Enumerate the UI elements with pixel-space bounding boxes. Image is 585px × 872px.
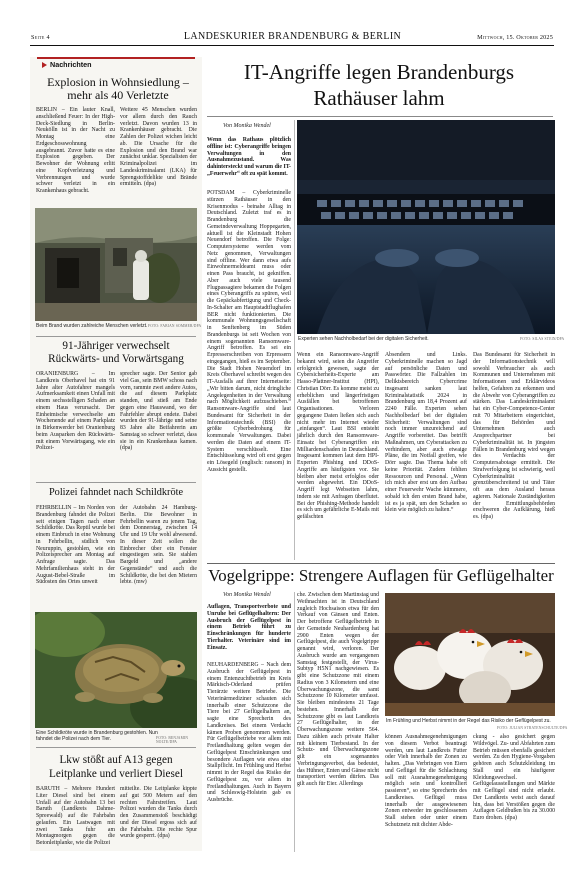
bird-body-col2: che. Zwischen dem Martinstag und Weihnachten ist in Deutschland zugleich Hochsaison etwa für den Verkauf von Gänsen und Enten. Der betroffene Geflügelbetrieb in der Gemeinde Neuhardenberg hat 2900 Enten wegen der Geflügelpest, die auch Vogelgrippe genannt wird, verloren. Der Ausbruch wurde am vergangenen Samstag festgestellt, der Virus-Subtyp H5N1 nachgewiesen. Es gibt eine Schutzzone mit einem Radius von 3 Kilometern und eine Überwachungszone, die samt Schutzzone 10 Kilometer umfasst. Sie bleiben mindestens 21 Tage bestehen. Innerhalb der Schutzzone gibt es laut Landkreis 27 Geflügelhalter, in der Überwachungszone weitere 564. Dazu zählen auch private Halter mit kleinem Tierbestand. In der Schutz- und Überwachungszone gilt ein sogenanntes Verbringungsverbot, das bedeutet, das Hühner, Enten und Gänse nicht transportiert werden dürfen. Das gilt auch für Eier. Allerdings <box>297 592 379 787</box>
column-rule <box>294 120 295 560</box>
it-body-col3: Absendern und Links. Cyberkriminelle machen so Jagd auf persönliche Daten und Passwörter. Die Fallzahlen im Deliktsbereich Cybercrime insgesamt sanken laut Kriminalstatistik 2024 in Brandenburg um 18,4 Prozent auf 2240 Fälle. Experten sehen Nachholbedarf bei der digitalen Sicherheit: Verwaltungen sind noch immer unzureichend auf Angriffe vorbereitet. Das betrifft Maßnahmen, um Cyberattacken zu verhindern, aber auch etwaige Pläne, die im Notfall greifen, wie Dörr sagte. Das Thema habe oft keine Priorität. Zudem fehlten Ressourcen und Personal. „Wenn ich mich aber erst um den Aufbau einer Feuerwehr Wache kümmere, sobald ich den ersten Brand habe, ist es ja spät, um den Schaden so klein wie möglich zu halten.“ <box>385 352 467 514</box>
news-box-label: Nachrichten <box>50 60 92 69</box>
news-box-divider-3 <box>36 747 196 748</box>
it-body-col1: POTSDAM – Cyberkriminelle stürzen Rathäuser in den Krisenmodus - beinahe Alltag in Deutschland. Zuletzt traf es in Brandenburg die Gemeindeverwaltung Hoppegarten, aktuell ist die Kleinstadt Hohen Neuendorf betroffen. Die Folge: Computersysteme werden vom Netz genommen, Verwaltungen sind offline. Wer dann etwa aufs Einwohnermeldeamt muss oder einen Pass braucht, ist gekniffen. Aber auch viele tausend Flugpassagiere bekamen die Folgen eines Cyberangriffs zu spüren, weil die Gepäckabfertigung und Check-In-Schalter am Hauptstadtflughafen BER nicht funktionierten. Die kommunale Wohnungsgesellschaft in Senftenberg im Süden Brandenburgs ist seit Wochen von einem sogenannten Ransomware-Angriff betroffen. Es sei ein Erpresserschreiben von Erpressern eingegangen, hieß es im September. Die Stadt Hohen Neuendorf im Kreis Oberhavel schreibt wegen des IT-Ausfalls auf ihrer Internetseite: „Wir bitten darum, nicht dringliche Angelegenheiten in der Verwaltung nach Möglichkeit aufzuschieben.“ Ransomware-Angriffe sind laut Bundesamt für Sicherheit in der Informationstechnik (BSI) die größte Cyberbedrohung für kommunale Verwaltungen. Dabei werden die Daten auf einem IT-System verschlüsselt. Eine Entschlüsselung wird oft erst gegen ein Lösegeld (englisch: ransom) in Aussicht gestellt. <box>207 190 291 473</box>
porsche-headline: 91-Jähriger verwechselt Rückwärts- und Vorwärtsgang <box>48 340 184 365</box>
news-box <box>30 57 202 851</box>
column-rule <box>294 592 295 852</box>
news-box-divider-1 <box>36 336 196 337</box>
turtle-photo <box>35 612 197 728</box>
explosion-photo-caption: Beim Brand wurden zahlreiche Menschen verletzt. <box>36 323 148 329</box>
explosion-headline: Explosion in Wohnsiedlung – mehr als 40 Verletzte <box>47 75 189 102</box>
bird-lead: Auflagen, Transportverbote und Unruhe bei Geflügelhaltern: Der Ausbruch der Geflügelpest in einem Betrieb führt zu Einschränkungen für hunderte Tierhalter. Veterinäre sind im Einsatz. <box>207 604 291 651</box>
porsche-body-col2: sprecher sagte. Der Senior gab viel Gas, sein BMW schoss nach vorn, rammte zwei andere Autos, die auf diesem Parkplatz standen, und stieß am Ende gegen eine Hauswand, wo der Fahrfehler abrupt endete. Dabei wurden der 91-Jährige und seine 83 Jahre alte Beifahrerin am Samstag so schwer verletzt, dass sie in ein Krankenhaus kamen. (dpa) <box>120 371 197 452</box>
turtle-headline: Polizei fahndet nach Schildkröte <box>48 487 184 498</box>
it-body-col2: Wenn ein Ransomware-Angriff bekannt wird, seien die Angreifer erfolgreich gewesen, sagte der Cybersicherheits-Experte am Hasso-Plattner-Institut (HPI), Christian Dörr. Es komme meist zu erheblichen und längerfristigen Ausfällen bei betroffenen Organisationen. Verloren gegangene Daten ließen sich auch nicht mehr im Internet wieder „einfangen“. Laut BSI entsteht jährlich durch den Ransomware-Einsatz bei Cyberangriffen ein Milliardenschaden in Deutschland. Insgesamt kommen laut dem HPI-Experten Phishing und DDoS-Angriffe am häufigsten vor. Sie bleiben aber meist erfolglos oder werden abgewehrt. Ein DDoS-Angriff legt Webseiten lahm, indem sie mit Anfragen überflutet. Bei der Phishing-Methode handelt es sich um gefährliche E-Mails mit gefälschten <box>297 352 379 520</box>
poultry-photo <box>385 593 555 716</box>
it-byline: Von Monika Wendel <box>223 123 271 129</box>
bird-body-col4: ckung - also gesichert gegen Wildvögel. Zu- und Abfahrten zum Betrieb müssen ebenfalls gesichert werden. Zu den Hygiene-Vorgaben gehören auch Schutzkleidung im Stall und ein häufigerer Kleidungswechsel. Geflügelausstellungen und Märkte mit Geflügel sind nicht erlaubt. Der Landkreis weist auch darauf hin, dass bei Verstößen gegen die Auflagen Geldbußen bis zu 30.000 Euro drohen. (dpa) <box>473 734 555 821</box>
play-triangle-icon <box>42 62 47 68</box>
bird-photo-caption: Im Frühling und Herbst nimmt in der Regel das Risiko der Geflügelpest zu. <box>386 718 551 724</box>
turtle-body-col2: der Autobahn 24 Hamburg-Berlin. Die Bewohner in Fehrbellin waren zu jenem Tag, dem Donnerstag, zwischen 14 Uhr und 19 Uhr wohl abwesend. In dieser Zeit sollen die Einbrecher über ein Fenster eingestiegen sein. Sie stahlen Bargeld und „andere Gegenstände“ und auch die Schildkröte, die bei den Mietern lebte. (mw) <box>120 505 197 586</box>
newspaper-title: LANDESKURIER BRANDENBURG & BERLIN <box>183 31 402 42</box>
masthead-rule <box>30 45 554 46</box>
bird-byline: Von Monika Wendel <box>223 592 271 598</box>
explosion-body-col1: BERLIN – Ein lauter Knall, anschließend Feuer: In der High-Deck-Siedlung in Berlin-Neukölln ist in der Nacht zu Montag eine Erdgeschosswohnung ausgebrannt. Zuvor hatte es eine Explosion gegeben. Der Bewohner der Wohnung erlitt eine Kopfverletzung und Verbrennungen und wurde schwer verletzt in ein Krankenhaus gebracht. <box>36 107 115 194</box>
section-divider <box>207 563 555 564</box>
explosion-photo-credit: FOTO: FABIAN SOMMER/DPA <box>148 324 202 328</box>
diesel-body-col1: BARUTH – Mehrere Hundert Liter Diesel sind bei einem Unfall auf der Autobahn 13 bei Baruth (Landkreis Dahme-Spreewald) auf die Fahrbahn gelaufen. Ein Lastwagen mit zwei Tanks fuhr am Montagmorgen gegen die Betonleitplanke, wie die Polizei <box>36 786 115 846</box>
laptop-hacker-photo <box>297 120 555 334</box>
page-number: Seite 4 <box>31 34 50 41</box>
it-photo-credit: FOTO: SILAS STEIN/DPA <box>520 337 565 341</box>
it-headline-rule <box>207 116 553 117</box>
turtle-photo-credit: FOTO: BENJAMIN NOLTE/DPA <box>156 736 189 744</box>
bird-headline: Vogelgrippe: Strengere Auflagen für Geflügelhalter <box>208 566 554 585</box>
it-lead: Wenn das Rathaus plötzlich offline ist: Cyberangriffe bringen Verwaltungen in den Ausnahmezustand. Was dahintersteckt und warum die IT-„Feuerwehr“ oft zu spät kommt. <box>207 137 291 177</box>
turtle-body-col1: FEHRBELLIN – Im Norden von Brandenburg fahndet die Polizei seit einigen Tagen nach einer Schildkröte. Das Reptil wurde bei einem Einbruch in eine Wohnung in Fehrbellin, südlich von Neuruppin, gestohlen, wie ein Polizeisprecher am Montag auf Anfrage sagte. Das Mehrfamilienhaus steht in der August-Bebel-Straße im Südosten des Ortes unweit <box>36 505 115 586</box>
porsche-body-col1: ORANIENBURG – Im Landkreis Oberhavel hat ein 91 Jahre alter Autofahrer mangels Aufmerksamkeit einen Unfall mit einem sechsstelligen Schaden an einem Haus verursacht. Der Einheimische verwechselte am Wochenende auf einem Parkplatz in Birkenwerder bei Oranienburg beim Ausparken den Rückwärts- mit einem Vorwärtsgang, wie ein Polizei- <box>36 371 115 452</box>
it-headline: IT-Angriffe legen Brandenburgs Rathäuser lahm <box>243 60 515 110</box>
news-box-header <box>42 60 92 69</box>
turtle-photo-caption: Eine Schildkröte wurde in Brandenburg gestohlen. Nun fahndet die Polizei nach dem Tier. <box>36 730 158 742</box>
news-box-divider-2 <box>36 482 196 483</box>
issue-date: Mittwoch, 15. Oktober 2025 <box>477 34 553 41</box>
explosion-body-col2: Weitere 45 Menschen wurden vor allem durch den Rauch verletzt. Davon wurden 13 in Krankenhäuser gebracht. Die Zahlen der Polizei wichen leicht ab. Die Ursache für die Explosion und den Brand war zunächst unklar. Spezialisten der Kriminalpolizei im Landeskriminalamt (LKA) für Sprengstoffdelikte und Brände ermitteln. (dpa) <box>120 107 197 188</box>
diesel-headline: Lkw stößt auf A13 gegen Leitplanke und verliert Diesel <box>49 754 183 780</box>
news-box-top-rule <box>37 57 195 59</box>
fire-scene-photo <box>35 208 197 321</box>
bird-body-col1: NEUHARDENBERG – Nach dem Ausbruch der Geflügelpest in einem Entenzuchtbetrieb im Kreis Märkisch-Oderland prüfen Tierärzte weitere Betriebe. Die Veterinärmediziner schauten sich innerhalb einer Schutzzone die Tiere bei 27 Geflügelhaltern an, sagte eine Sprecherin des Landkreises. Bei einem Verdacht kämen Proben genommen werden. Für Geflügelbetriebe vor allem mit Freilandhaltung gelten wegen der Geflügelpest Einschränkungen und besondere Auflagen wie etwa eine Stallpflicht. Im Frühling und Herbst nimmt in der Regel das Risiko der Geflügelpest zu, vor allem in Freilandhaltungen. Auch in Bayern und Schleswig-Holstein gab es Ausbrüche. <box>207 662 291 803</box>
it-photo-caption: Experten sehen Nachholbedarf bei der digitalen Sicherheit. <box>298 336 429 342</box>
diesel-body-col2: mitteilte. Die Leitplanke kippte auf gut 500 Metern auf den rechten Fahrstreifen. Laut Polizei wurden die Tanks durch den Zusammenstoß beschädigt und der Diesel ergoss sich auf die Fahrbahn. Die rechte Spur wurde gesperrt. (dpa) <box>120 786 197 840</box>
bird-body-col3: können Ausnahmegenehmigungen von diesem Verbot beantragt werden, um laut Landkreis Futter oder Vieh innerhalb der Zonen zu halten. „Das Verbringen von Eiern und Geflügel für die Schlachtung soll mit Ausnahmegenehmigung möglich sein und kontrolliert passieren“, so eine Sprecherin des Landkreises. Geflügel muss innerhalb der ausgewiesenen Zonen entweder im geschlossenen Stall stehen oder unter einem Schutznetz mit dichter Abde- <box>385 734 467 828</box>
it-body-col4: Das Bundesamt für Sicherheit in der Informationstechnik will sowohl Verbraucher als auch Kommunen und Unternehmen mit Informationen und Erklärvideos helfen, Gefahren zu erkennen und die Abwehr von Cyberangriffen zu stärken. Das Landeskriminalamt hat ein Cyber-Competence-Center mit 70 Mitarbeitern eingerichtet, das für Behörden und Unternehmen auch Ansprechpartner bei Cyberkriminalität ist. In jüngsten Fällen in Brandenburg wird wegen des Verdachts der Computersabotage ermittelt. Die Strafverfolgung ist schwierig, weil Cyberkriminalität grenzüberschreitend ist und Täter oft aus dem Ausland heraus agieren. Nationale Zuständigkeiten der Ermittlungsbehörden erschweren die Aufklärung, hieß es. (dpa) <box>473 352 555 520</box>
bird-photo-credit: FOTO: JULIAN STRATENSCHULTE/DPA <box>497 726 568 730</box>
